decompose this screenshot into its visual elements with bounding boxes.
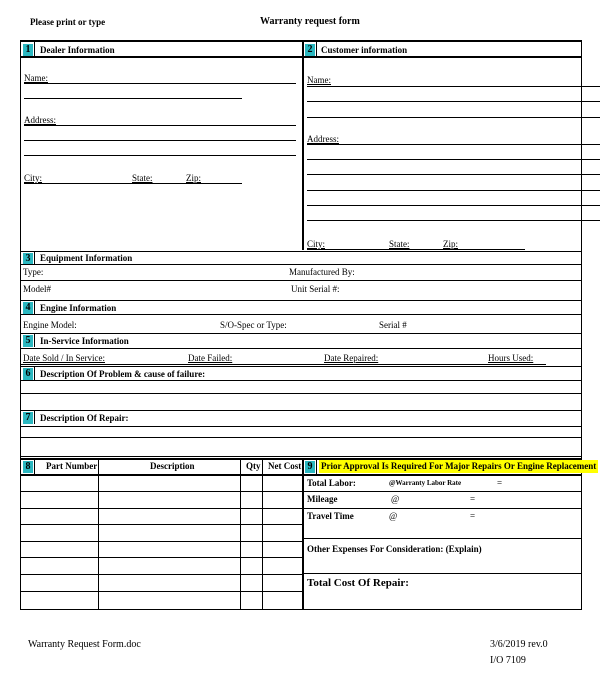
- footer-filename: Warranty Request Form.doc: [28, 639, 141, 650]
- date-sold-label: Date Sold / In Service:: [23, 353, 105, 363]
- divider: [20, 300, 582, 301]
- travel-time-label: Travel Time: [307, 511, 354, 521]
- dealer-address-field-2[interactable]: [24, 140, 296, 141]
- parts-row-2[interactable]: [20, 508, 302, 509]
- col-qty: Qty: [246, 461, 261, 471]
- parts-row-3[interactable]: [20, 524, 302, 525]
- divider: [302, 508, 582, 509]
- footer-io: I/O 7109: [490, 655, 526, 666]
- divider: [20, 56, 582, 58]
- section-number-2: 2: [305, 44, 315, 56]
- divider: [20, 280, 582, 281]
- date-repaired-label: Date Repaired:: [324, 353, 379, 363]
- customer-city-label: City:: [307, 239, 326, 249]
- footer-revision: 3/6/2019 rev.0: [490, 639, 548, 650]
- engine-model-label: Engine Model:: [23, 320, 77, 330]
- divider: [240, 459, 241, 609]
- parts-row-7[interactable]: [20, 591, 302, 592]
- dealer-name-label: Name:: [24, 73, 48, 83]
- mileage-at: @: [391, 494, 400, 504]
- section-number-5: 5: [23, 335, 33, 347]
- divider: [20, 426, 582, 427]
- model-label: Model#: [23, 284, 51, 294]
- dealer-city-state-zip-field[interactable]: [24, 183, 242, 184]
- hours-used-label: Hours Used:: [488, 353, 534, 363]
- frame-top: [20, 40, 582, 42]
- frame-bottom: [20, 609, 582, 610]
- dealer-state-label: State:: [132, 173, 153, 183]
- problem-line-2[interactable]: [20, 410, 582, 411]
- repair-title: Description Of Repair:: [40, 413, 129, 423]
- divider: [262, 459, 263, 609]
- customer-name-label: Name:: [307, 75, 331, 85]
- divider: [20, 366, 582, 367]
- customer-state-label: State:: [389, 239, 410, 249]
- divider: [20, 474, 582, 476]
- parts-row-4[interactable]: [20, 541, 302, 542]
- divider: [20, 348, 582, 349]
- date-failed-label: Date Failed:: [188, 353, 233, 363]
- repair-line-1[interactable]: [20, 437, 582, 438]
- print-note: Please print or type: [30, 17, 106, 27]
- equipment-type-label: Type:: [23, 267, 44, 277]
- equipment-title: Equipment Information: [40, 253, 133, 263]
- divider: [34, 251, 35, 265]
- customer-address-field-5[interactable]: [307, 205, 600, 206]
- mileage-label: Mileage: [307, 494, 338, 504]
- dealer-address-field-3[interactable]: [24, 155, 296, 156]
- manufactured-by-label: Manufactured By:: [289, 267, 355, 277]
- customer-zip-label: Zip:: [443, 239, 458, 249]
- section-number-6: 6: [23, 368, 33, 380]
- customer-address-field-6[interactable]: [307, 220, 600, 221]
- parts-row-5[interactable]: [20, 557, 302, 558]
- divider: [20, 380, 582, 381]
- dealer-title: Dealer Information: [40, 45, 115, 55]
- mileage-equals: =: [470, 494, 476, 504]
- approval-notice: Prior Approval Is Required For Major Repairs Or Engine Replacement: [321, 461, 597, 471]
- divider: [20, 251, 582, 252]
- customer-address-field-2[interactable]: [307, 159, 600, 160]
- divider: [34, 42, 35, 56]
- divider: [98, 459, 99, 609]
- problem-line-1[interactable]: [20, 393, 582, 394]
- divider: [34, 300, 35, 314]
- divider: [302, 538, 582, 539]
- divider: [302, 573, 582, 574]
- divider: [34, 333, 35, 347]
- parts-row-6[interactable]: [20, 574, 302, 575]
- divider: [34, 459, 35, 474]
- section-number-4: 4: [23, 302, 33, 314]
- frame-right: [581, 40, 582, 610]
- divider: [20, 264, 582, 265]
- travel-equals: =: [470, 511, 476, 521]
- customer-name-field-2[interactable]: [307, 101, 600, 102]
- customer-name-field[interactable]: [307, 86, 600, 87]
- col-net-cost: Net Cost: [268, 461, 302, 471]
- travel-at: @: [389, 511, 398, 521]
- section-number-3: 3: [23, 253, 33, 265]
- labor-equals: =: [497, 478, 503, 488]
- total-cost-label: Total Cost Of Repair:: [307, 577, 409, 589]
- dealer-city-label: City:: [24, 173, 43, 183]
- repair-line-2[interactable]: [20, 456, 582, 457]
- customer-name-field-3[interactable]: [307, 117, 600, 118]
- in-service-title: In-Service Information: [40, 336, 129, 346]
- section-number-7: 7: [23, 412, 33, 424]
- problem-title: Description Of Problem & cause of failure:: [40, 369, 206, 379]
- divider: [20, 333, 582, 334]
- divider: [302, 459, 304, 609]
- divider: [20, 314, 582, 315]
- customer-address-label: Address:: [307, 134, 339, 144]
- dealer-name-field-2[interactable]: [24, 98, 242, 99]
- customer-address-field-4[interactable]: [307, 190, 600, 191]
- dealer-address-field[interactable]: [24, 125, 296, 126]
- dealer-customer-divider: [302, 40, 304, 250]
- col-part-number: Part Number: [46, 461, 98, 471]
- engine-title: Engine Information: [40, 303, 117, 313]
- dealer-name-field[interactable]: [24, 83, 296, 84]
- dealer-address-label: Address:: [24, 115, 56, 125]
- customer-address-field[interactable]: [307, 144, 600, 145]
- labor-rate-label: @Warranty Labor Rate: [389, 479, 462, 487]
- other-expenses-label: Other Expenses For Consideration: (Explain): [307, 544, 482, 554]
- divider: [34, 410, 35, 424]
- divider: [34, 366, 35, 380]
- col-description: Description: [150, 461, 195, 471]
- divider: [316, 42, 317, 56]
- divider: [302, 491, 582, 492]
- customer-title: Customer information: [321, 45, 408, 55]
- dealer-zip-label: Zip:: [186, 173, 201, 183]
- spec-label: S/O-Spec or Type:: [220, 320, 287, 330]
- total-labor-label: Total Labor:: [307, 478, 356, 488]
- section-number-1: 1: [23, 44, 33, 56]
- engine-serial-label: Serial #: [379, 320, 407, 330]
- parts-row-1[interactable]: [20, 491, 302, 492]
- unit-serial-label: Unit Serial #:: [291, 284, 340, 294]
- divider: [316, 459, 317, 474]
- in-service-field[interactable]: [20, 364, 546, 365]
- customer-city-state-zip-field[interactable]: [307, 249, 525, 250]
- form-title: Warranty request form: [260, 16, 360, 27]
- customer-address-field-3[interactable]: [307, 174, 600, 175]
- section-number-9: 9: [305, 461, 315, 473]
- section-number-8: 8: [23, 461, 33, 473]
